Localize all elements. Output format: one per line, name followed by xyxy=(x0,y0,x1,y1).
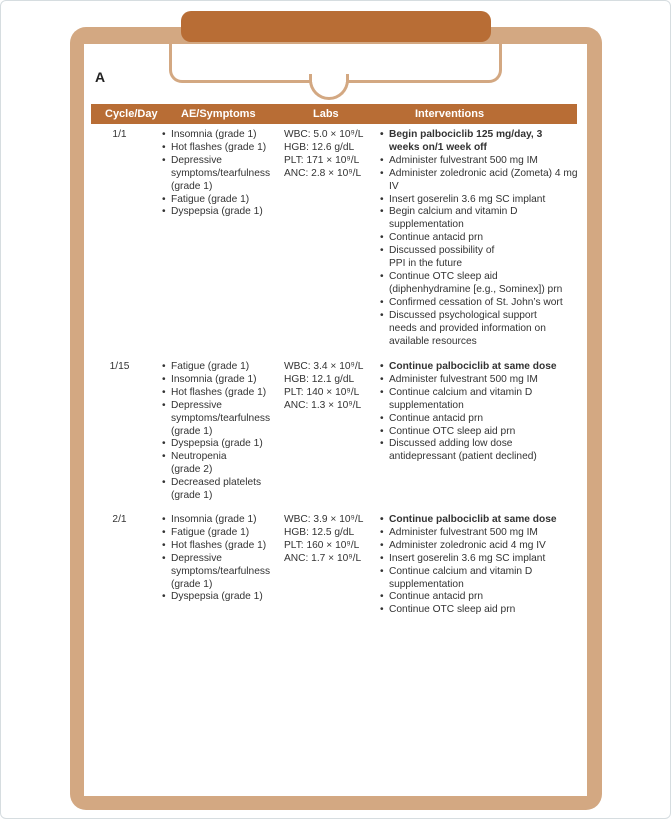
lab-value: HGB: 12.5 g/dL xyxy=(284,526,355,538)
ae-item: • Depressive symptoms/tearfulness (grade 1) xyxy=(162,155,280,194)
intervention-item: • Insert goserelin 3.6 mg SC implant xyxy=(380,553,580,566)
table-header xyxy=(91,104,577,124)
intervention-item: • Administer fulvestrant 500 mg IM xyxy=(380,374,580,387)
lab-value: WBC: 5.0 × 10⁹/L xyxy=(284,129,364,140)
intervention-item: • Continue OTC sleep aid prn xyxy=(380,426,580,439)
lab-value: HGB: 12.1 g/dL xyxy=(284,373,355,385)
intervention-item: • Discussed possibility of PPI in the future xyxy=(380,245,580,271)
header-labs: Labs xyxy=(313,108,339,120)
intervention-item: • Continue antacid prn xyxy=(380,232,580,245)
intervention-item: • Discussed adding low dose antidepressant (patient declined) xyxy=(380,438,580,464)
ae-item: • Neutropenia (grade 2) xyxy=(162,451,280,477)
ae-item: • Dyspepsia (grade 1) xyxy=(162,591,280,604)
cycle-day-cell: 1/15 xyxy=(109,361,130,372)
ae-item: • Decreased platelets (grade 1) xyxy=(162,477,280,503)
ae-item: • Insomnia (grade 1) xyxy=(162,129,280,142)
intervention-item: • Administer fulvestrant 500 mg IM xyxy=(380,155,580,168)
ae-list xyxy=(162,514,280,604)
header-interventions: Interventions xyxy=(415,108,485,120)
ae-list xyxy=(162,361,280,503)
intervention-item: • Continue calcium and vitamin D supplementation xyxy=(380,387,580,413)
intervention-item: • Administer zoledronic acid 4 mg IV xyxy=(380,540,580,553)
intervention-item: • Insert goserelin 3.6 mg SC implant xyxy=(380,194,580,207)
header-cycle-day: Cycle/Day xyxy=(105,108,158,120)
header-ae-symptoms: AE/Symptoms xyxy=(181,108,256,120)
intervention-item: • Confirmed cessation of St. John’s wort xyxy=(380,297,580,310)
lab-value: WBC: 3.4 × 10⁹/L xyxy=(284,361,364,372)
interventions-list xyxy=(380,129,580,348)
cycle-day-cell: 1/1 xyxy=(112,129,127,140)
lab-value: ANC: 1.7 × 10⁹/L xyxy=(284,552,362,564)
intervention-item: • Begin calcium and vitamin D supplementation xyxy=(380,206,580,232)
cycle-day-cell: 2/1 xyxy=(112,514,127,525)
ae-item: • Dyspepsia (grade 1) xyxy=(162,206,280,219)
clipboard-clip xyxy=(181,11,491,42)
lab-value: PLT: 171 × 10⁹/L xyxy=(284,154,360,166)
ae-item: • Insomnia (grade 1) xyxy=(162,374,280,387)
intervention-item: • Continue OTC sleep aid (diphenhydramine [e.g., Sominex]) prn xyxy=(380,271,580,297)
labs-cell xyxy=(284,514,378,566)
lab-value: PLT: 160 × 10⁹/L xyxy=(284,539,360,551)
intervention-item: • Continue antacid prn xyxy=(380,591,580,604)
lab-value: HGB: 12.6 g/dL xyxy=(284,141,355,153)
intervention-item: • Continue palbociclib at same dose xyxy=(380,361,580,374)
lab-value: ANC: 1.3 × 10⁹/L xyxy=(284,399,362,411)
ae-item: • Depressive symptoms/tearfulness (grade 1) xyxy=(162,553,280,592)
ae-list xyxy=(162,129,280,219)
ae-item: • Dyspepsia (grade 1) xyxy=(162,438,280,451)
ae-item: • Fatigue (grade 1) xyxy=(162,527,280,540)
interventions-list xyxy=(380,361,580,464)
intervention-item: • Administer zoledronic acid (Zometa) 4 mg IV xyxy=(380,168,580,194)
interventions-list xyxy=(380,514,580,617)
panel-label: A xyxy=(95,69,106,85)
lab-value: ANC: 2.8 × 10⁹/L xyxy=(284,167,362,179)
lab-value: WBC: 3.9 × 10⁹/L xyxy=(284,514,364,525)
labs-cell xyxy=(284,361,378,413)
ae-item: • Fatigue (grade 1) xyxy=(162,194,280,207)
ae-item: • Hot flashes (grade 1) xyxy=(162,142,280,155)
intervention-item: • Administer fulvestrant 500 mg IM xyxy=(380,527,580,540)
intervention-item: • Discussed psychological support needs and provided information on available resources xyxy=(380,310,580,349)
intervention-item: • Begin palbociclib 125 mg/day, 3 weeks on/1 week off xyxy=(380,129,580,155)
intervention-item: • Continue palbociclib at same dose xyxy=(380,514,580,527)
intervention-item: • Continue antacid prn xyxy=(380,413,580,426)
intervention-item: • Continue OTC sleep aid prn xyxy=(380,604,580,617)
ae-item: • Insomnia (grade 1) xyxy=(162,514,280,527)
ae-item: • Hot flashes (grade 1) xyxy=(162,540,280,553)
ae-item: • Fatigue (grade 1) xyxy=(162,361,280,374)
intervention-item: • Continue calcium and vitamin D supplementation xyxy=(380,566,580,592)
labs-cell xyxy=(284,129,378,181)
lab-value: PLT: 140 × 10⁹/L xyxy=(284,386,360,398)
ae-item: • Depressive symptoms/tearfulness (grade 1) xyxy=(162,400,280,439)
ae-item: • Hot flashes (grade 1) xyxy=(162,387,280,400)
